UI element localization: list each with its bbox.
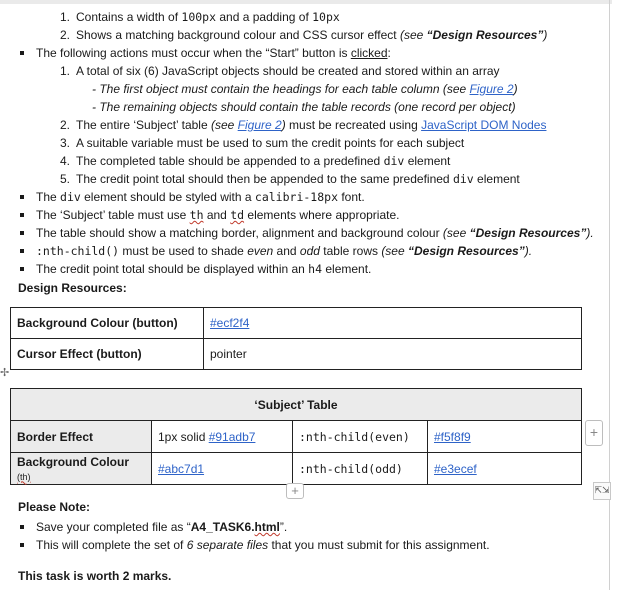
table-cell-value <box>204 308 582 339</box>
bullet-marker <box>20 213 24 217</box>
bullet-marker <box>20 543 24 547</box>
color-link[interactable]: #ecf2f4 <box>210 316 250 330</box>
table-header-row <box>11 389 582 421</box>
list-number: 3. <box>59 136 70 150</box>
color-link[interactable]: #f5f8f9 <box>434 429 471 444</box>
bullet-marker <box>20 195 24 199</box>
marks-statement: This task is worth 2 marks. <box>18 569 172 583</box>
table-cell-value: pointer <box>204 339 582 370</box>
sub-list-text: - The remaining objects should contain the table records (one record per object) <box>92 100 516 114</box>
color-link[interactable]: #abc7d1 <box>158 461 205 476</box>
table-cell-value <box>428 421 582 453</box>
table-title-cell: ‘Subject’ Table <box>11 389 582 421</box>
color-link[interactable]: #e3ecef <box>434 461 477 476</box>
table-row <box>11 308 582 339</box>
list-number: 2. <box>59 118 70 132</box>
list-text: A total of six (6) JavaScript objects should be created and stored within an array <box>76 64 500 78</box>
table-cell-value: 1px solid #91adb7 <box>152 421 293 453</box>
table-cell-value <box>428 453 582 485</box>
table-cell-selector: :nth-child(even) <box>293 421 428 453</box>
table-cell-label: Cursor Effect (button) <box>11 339 204 370</box>
list-number: 1. <box>59 64 70 78</box>
bullet-marker <box>20 249 24 253</box>
bullet-text: The credit point total should be displayed within an h4 element. <box>36 262 372 276</box>
page-top-edge <box>0 0 612 4</box>
list-text: The entire ‘Subject’ table (see Figure 2) must be recreated using JavaScript DOM Nodes <box>76 118 547 132</box>
table-cell-label: Border Effect <box>11 421 152 453</box>
design-resources-table <box>10 307 582 370</box>
list-text: A suitable variable must be used to sum the credit points for each subject <box>76 136 465 150</box>
list-number: 2. <box>59 28 70 42</box>
table-row <box>11 421 582 453</box>
bullet-text: The following actions must occur when the “Start” button is clicked: <box>36 46 391 60</box>
js-dom-nodes-link[interactable]: JavaScript DOM Nodes <box>421 118 547 132</box>
figure-2-link[interactable]: Figure 2 <box>469 82 514 96</box>
bullet-marker <box>20 51 24 55</box>
list-text: Contains a width of 100px and a padding of 10px <box>76 10 340 24</box>
please-note-heading: Please Note: <box>18 500 91 514</box>
bullet-marker <box>20 525 24 529</box>
bullet-text: The div element should be styled with a calibri-18px font. <box>36 190 365 204</box>
list-number: 5. <box>59 172 70 186</box>
design-resources-heading: Design Resources: <box>18 281 127 295</box>
bullet-text: :nth-child() must be used to shade even and odd table rows (see “Design Resources”). <box>36 244 533 258</box>
bullet-text: This will complete the set of 6 separate files that you must submit for this assignment. <box>36 538 490 552</box>
add-column-button[interactable]: + <box>585 420 603 446</box>
bullet-marker <box>20 267 24 271</box>
list-number: 4. <box>59 154 70 168</box>
subject-table-design <box>10 388 582 485</box>
table-move-handle-icon[interactable]: ✢ <box>0 367 10 379</box>
list-number: 1. <box>59 10 70 24</box>
bullet-marker <box>20 231 24 235</box>
list-text: The credit point total should then be appended to the same predefined div element <box>76 172 520 186</box>
table-cell-label: Background Colour (th) <box>11 453 152 485</box>
figure-2-link[interactable]: Figure 2 <box>237 118 282 132</box>
table-cell-selector: :nth-child(odd) <box>293 453 428 485</box>
add-row-button[interactable]: + <box>286 483 304 499</box>
sub-list-text: - The first object must contain the headings for each table column (see Figure 2) <box>92 82 518 96</box>
page-right-edge <box>609 0 610 590</box>
bullet-text: Save your completed file as “A4_TASK6.html”. <box>36 520 288 534</box>
table-cell-label: Background Colour (button) <box>11 308 204 339</box>
table-cell-value <box>152 453 293 485</box>
bullet-text: The table should show a matching border, alignment and background colour (see “Design Resources”). <box>36 226 594 240</box>
list-text: Shows a matching background colour and CSS cursor effect (see “Design Resources”) <box>76 28 548 42</box>
table-resize-icon[interactable]: ⇱⇲ <box>593 482 611 500</box>
table-row <box>11 453 582 485</box>
table-row <box>11 339 582 370</box>
list-text: The completed table should be appended to a predefined div element <box>76 154 451 168</box>
color-link[interactable]: #91adb7 <box>208 429 256 444</box>
bullet-text: The ‘Subject’ table must use th and td elements where appropriate. <box>36 208 400 222</box>
